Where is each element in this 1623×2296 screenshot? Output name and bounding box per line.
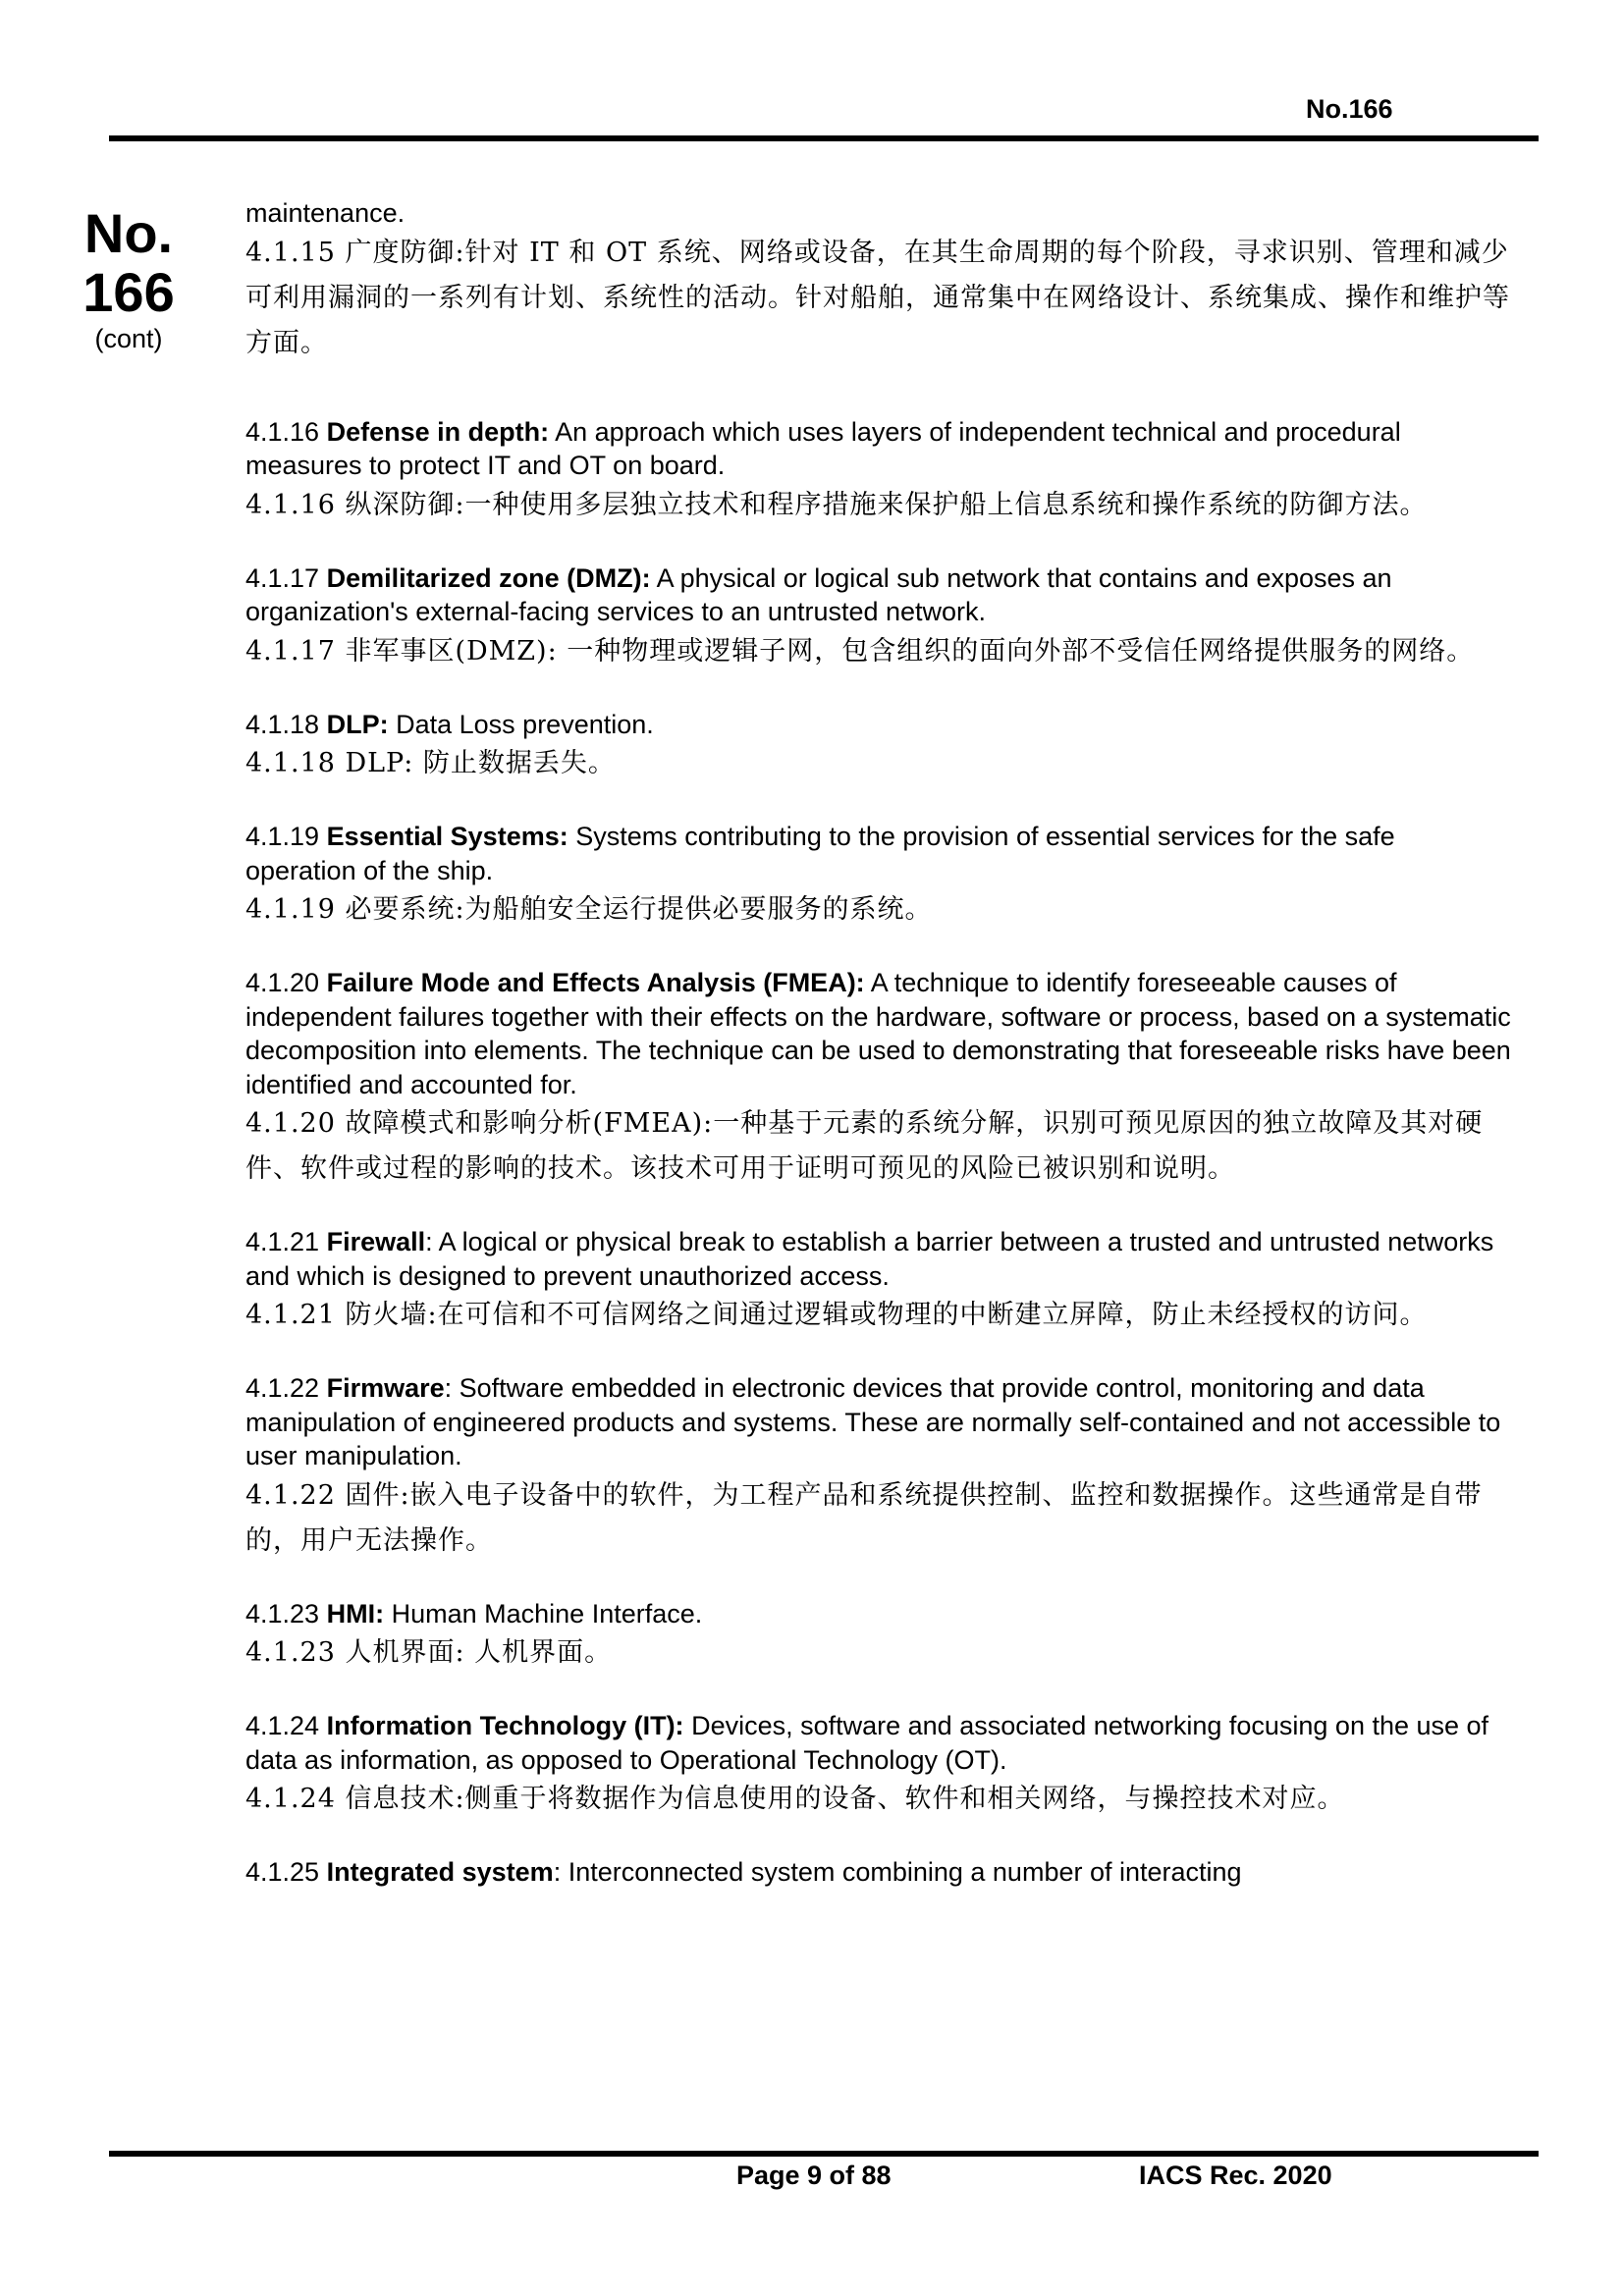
entry-zh-text: 4.1.17 非军事区(DMZ): 一种物理或逻辑子网，包含组织的面向外部不受信任网络提供服务的网络。 (245, 635, 1475, 667)
entry-zh-text: 4.1.18 DLP: 防止数据丢失。 (245, 748, 616, 778)
entry-number: 4.1.22 (245, 1373, 320, 1403)
intro-zh-text: 4.1.15 广度防御:针对 IT 和 OT 系统、网络或设备，在其生命周期的每个阶段，寻求识别、管理和减少可利用漏洞的一系列有计划、系统性的活动。针对船舶，通常集中在网络设计、系统集成、操作和维护等方面。 (245, 237, 1510, 358)
entry-number: 4.1.24 (245, 1711, 320, 1740)
entry-term: Information Technology (IT): (326, 1711, 684, 1740)
intro-en-text: maintenance. (245, 198, 406, 228)
definition-entry (245, 1371, 1512, 1564)
definition-entry (245, 1225, 1512, 1338)
entry-en-text: Human Machine Interface. (391, 1598, 703, 1629)
entry-en-text: A physical or logical sub network that contains and exposes an organization's external-facing services to an untrusted network. (245, 562, 1392, 626)
entry-zh-text: 4.1.20 故障模式和影响分析(FMEA):一种基于元素的系统分解，识别可预见原因的独立故障及其对硬件、软件或过程的影响的技术。该技术可用于证明可预见的风险已被识别和说明。 (245, 1108, 1484, 1184)
entry-term: Essential Systems: (326, 822, 568, 851)
entry-en-text: Devices, software and associated networking focusing on the use of data as information, as opposed to Operational Technology (OT). (245, 1711, 1489, 1775)
definition-entry (245, 1597, 1512, 1677)
entry-number: 4.1.19 (245, 822, 320, 851)
entry-number: 4.1.18 (245, 709, 320, 739)
definition-entry (245, 708, 1512, 787)
definition-entry (245, 1709, 1512, 1822)
entry-zh-text: 4.1.21 防火墙:在可信和不可信网络之间通过逻辑或物理的中断建立屏障，防止未经授权的访问。 (245, 1300, 1428, 1330)
entry-term: HMI: (326, 1598, 385, 1629)
entry-number: 4.1.16 (245, 416, 320, 447)
entry-en-text: Data Loss prevention. (396, 709, 654, 739)
entry-en-text: : A logical or physical break to establish a barrier between a trusted and untrusted networks and which is designed to prevent unauthorized access. (245, 1227, 1494, 1291)
side-label (75, 204, 183, 355)
definition-entry (245, 1855, 1512, 1890)
entry-zh-text: 4.1.16 纵深防御:一种使用多层独立技术和程序措施来保护船上信息系统和操作系统的防御方法。 (245, 489, 1428, 520)
entry-en-text: : Software embedded in electronic devices that provide control, monitoring and data manipulation of engineered products and systems. These are normally self-contained and not accessible to user manipulation. (245, 1373, 1501, 1470)
document-number: No.166 (1306, 94, 1393, 124)
entry-term: DLP: (326, 709, 389, 739)
entry-term: Demilitarized zone (DMZ): (326, 562, 651, 593)
side-label-no: No. (83, 202, 174, 264)
entry-number: 4.1.17 (245, 562, 320, 593)
definition-entry (245, 966, 1512, 1192)
entry-number: 4.1.23 (245, 1598, 320, 1629)
side-label-cont: (cont) (94, 324, 163, 353)
entry-en-text: : Interconnected system combining a number of interacting (553, 1857, 1242, 1887)
definition-entry (245, 561, 1512, 674)
entry-number: 4.1.25 (245, 1857, 320, 1887)
entry-term: Integrated system (326, 1857, 554, 1887)
footer-rule (109, 2151, 1539, 2157)
entry-en-text: Systems contributing to the provision of essential services for the safe operation of the ship. (245, 822, 1395, 885)
definition-entry (245, 820, 1512, 933)
entry-term: Firmware (326, 1373, 445, 1403)
entry-en-text: An approach which uses layers of independent technical and procedural measures to protect IT and OT on board. (245, 416, 1401, 480)
header-rule (109, 135, 1539, 141)
document-reference: IACS Rec. 2020 (1139, 2161, 1332, 2190)
entry-term: Defense in depth: (326, 416, 550, 447)
entry-number: 4.1.20 (245, 968, 320, 997)
entry-en-text: A technique to identify foreseeable causes of independent failures together with their effects on the hardware, software or process, based on a systematic decomposition into elements. The technique can be used to demonstrating that foreseeable risks have been identified and accounted for. (245, 968, 1511, 1099)
entry-zh-text: 4.1.19 必要系统:为船舶安全运行提供必要服务的系统。 (245, 894, 933, 925)
entry-zh-text: 4.1.24 信息技术:侧重于将数据作为信息使用的设备、软件和相关网络，与操控技术对应。 (245, 1784, 1345, 1814)
page-content (245, 196, 1512, 1923)
side-label-number: 166 (82, 261, 175, 323)
page-number: Page 9 of 88 (736, 2161, 892, 2190)
entry-term: Failure Mode and Effects Analysis (FMEA): (326, 968, 865, 997)
entry-zh-text: 4.1.23 人机界面: 人机界面。 (245, 1637, 613, 1668)
entry-number: 4.1.21 (245, 1227, 320, 1256)
entry-zh-text: 4.1.22 固件:嵌入电子设备中的软件，为工程产品和系统提供控制、监控和数据操作。这些通常是自带的，用户无法操作。 (245, 1479, 1483, 1556)
entry-term: Firewall (326, 1227, 426, 1256)
definition-entry (245, 415, 1512, 528)
intro-entry (245, 196, 1512, 366)
